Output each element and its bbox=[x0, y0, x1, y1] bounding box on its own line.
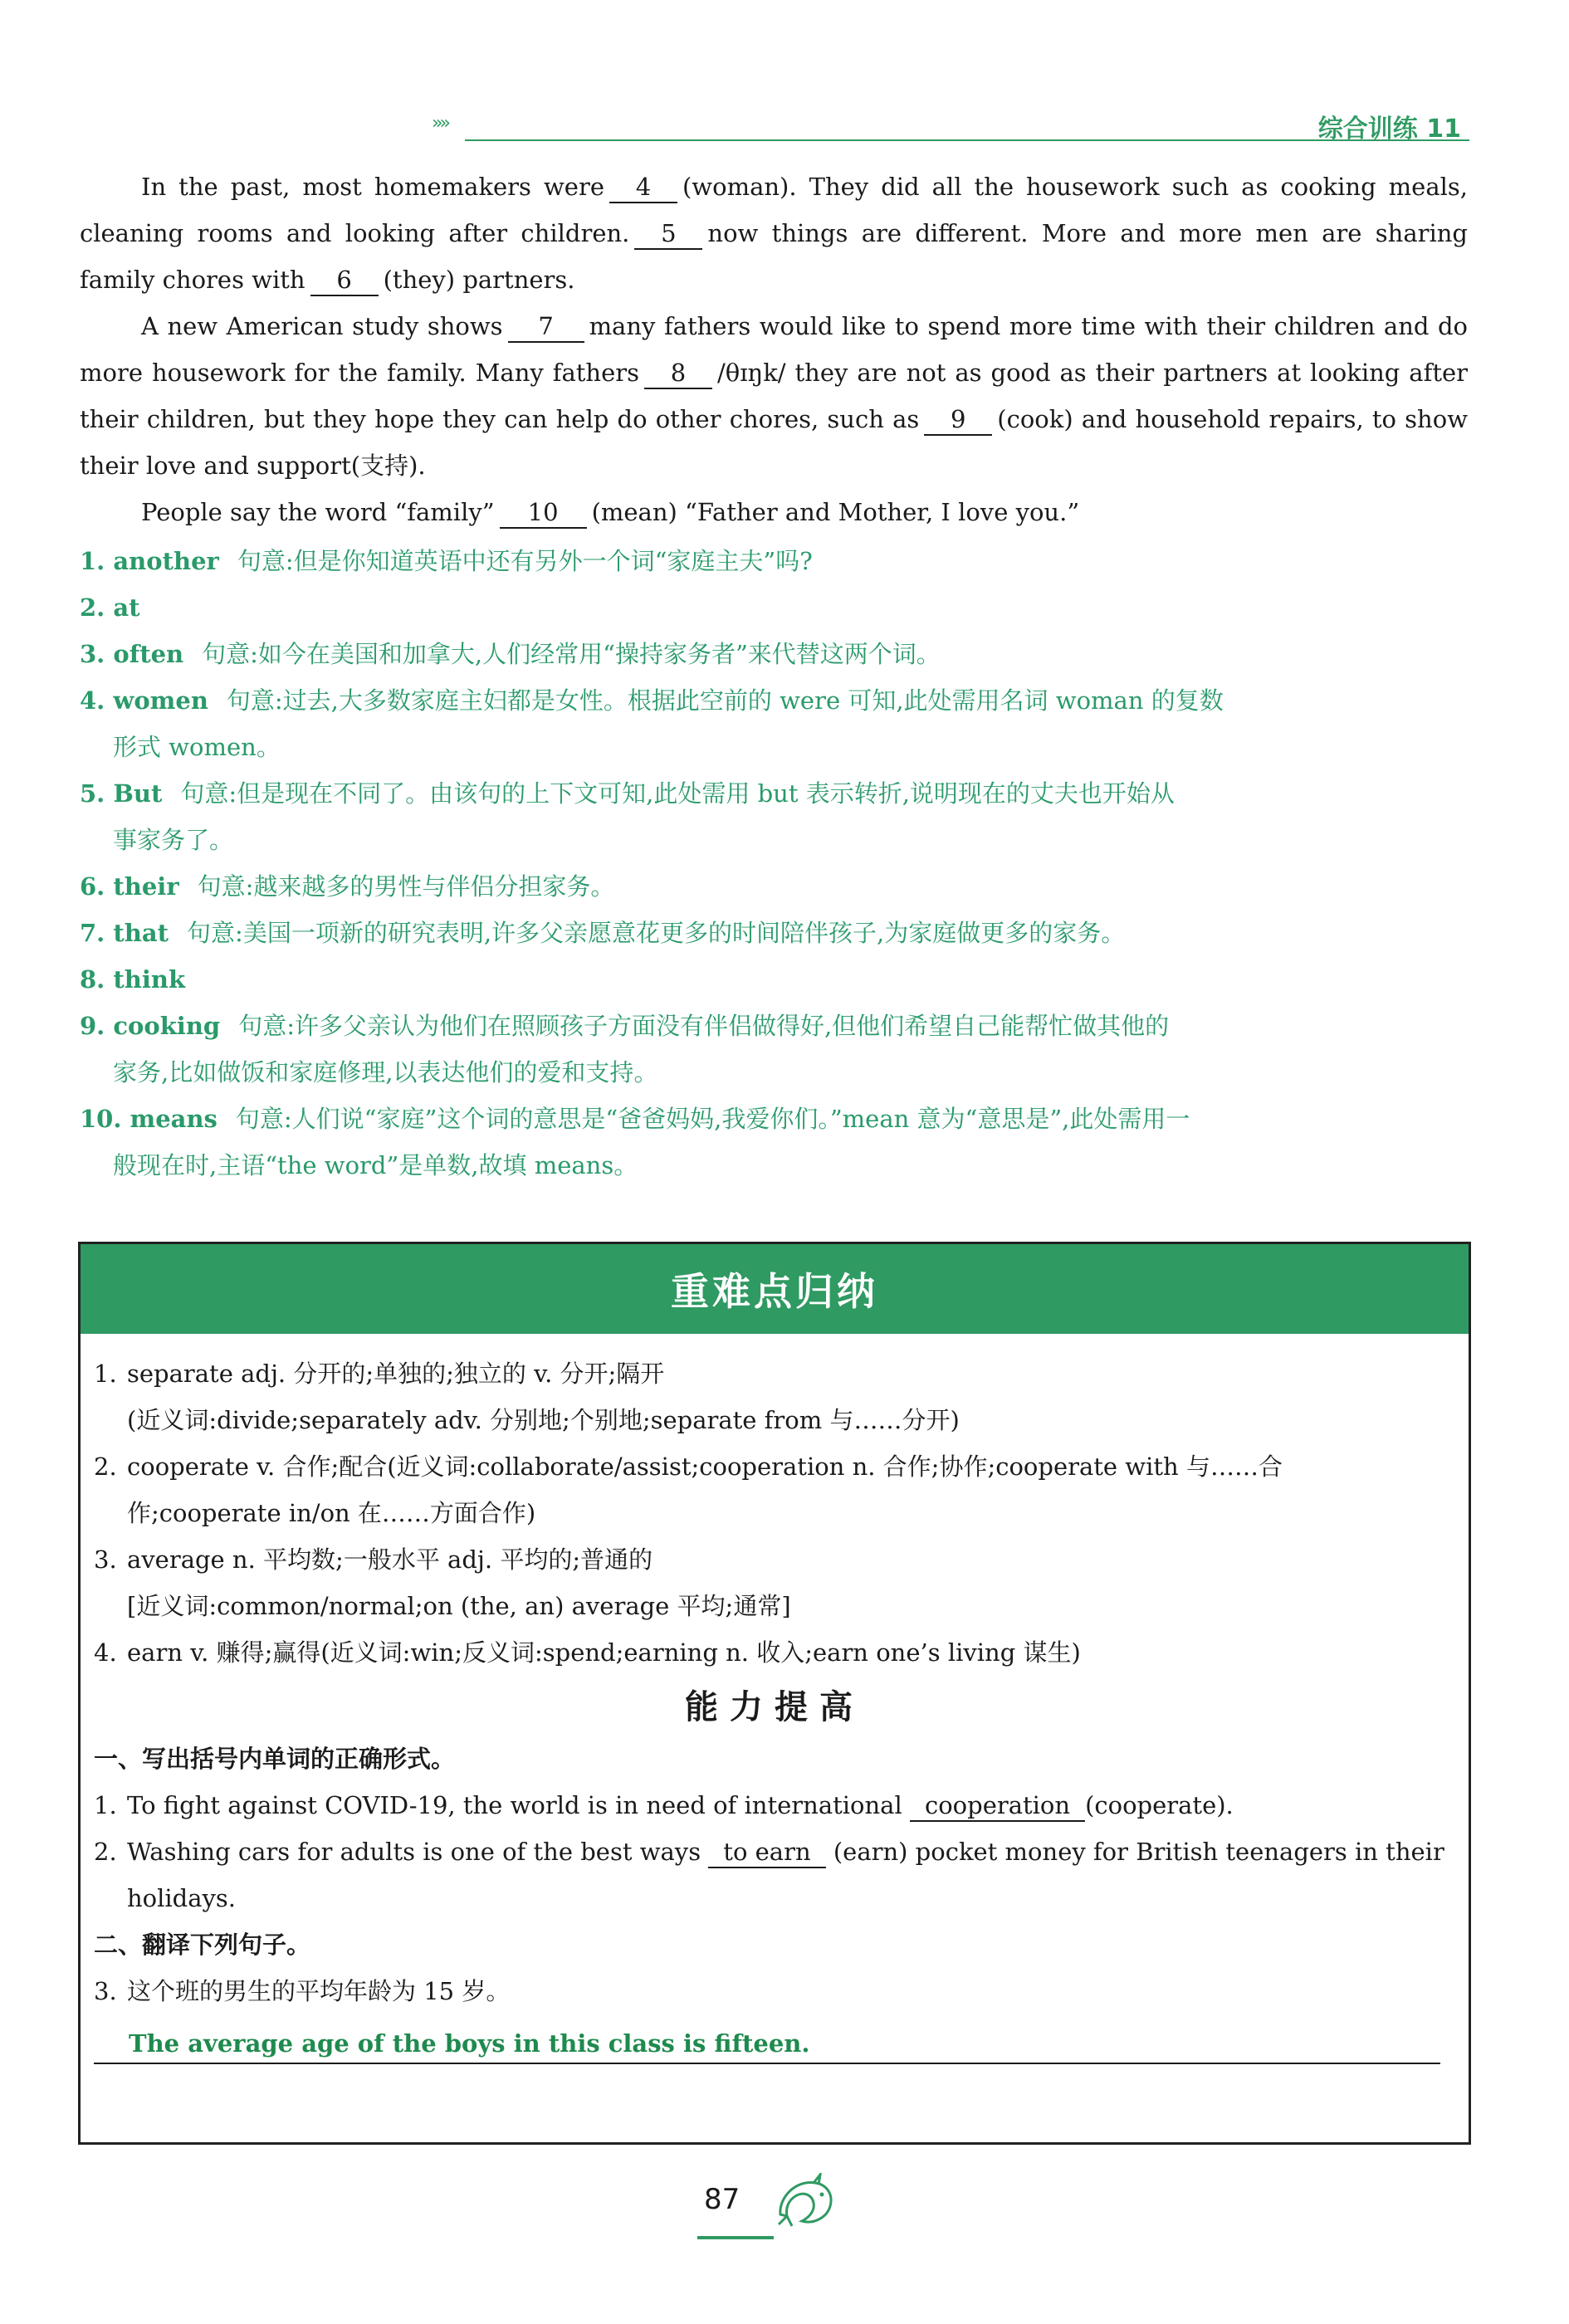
answer-label: 6. their bbox=[80, 872, 179, 901]
passage-paragraph-1 bbox=[80, 164, 1468, 303]
header-arrows: »» bbox=[432, 113, 447, 134]
reading-passage bbox=[80, 164, 1468, 535]
answer-item bbox=[80, 1096, 1468, 1189]
vocab-item-cooperate bbox=[94, 1443, 1455, 1536]
vocab-item-average bbox=[94, 1536, 1455, 1629]
answer-item bbox=[80, 863, 1468, 910]
question-text: Washing cars for adults is one of the best ways bbox=[127, 1838, 701, 1866]
answer-item bbox=[80, 956, 1468, 1003]
answer-item bbox=[80, 1003, 1468, 1096]
question-number: 3. bbox=[94, 1977, 117, 2005]
answer-label: 4. women bbox=[80, 686, 208, 715]
blank-5: 5 bbox=[634, 218, 702, 250]
item-number: 1. bbox=[94, 1360, 117, 1388]
answer-label: 9. cooking bbox=[80, 1012, 221, 1040]
question-continuation: holidays. bbox=[127, 1884, 237, 1912]
item-continuation: [近义词:common/normal;on (the, an) average 平均;通常] bbox=[127, 1592, 791, 1620]
answer-explanation: 句意:越来越多的男性与伴侣分担家务。 bbox=[197, 872, 615, 901]
passage-paragraph-2 bbox=[80, 303, 1468, 489]
vocab-item-earn bbox=[94, 1629, 1455, 1676]
part-2-title: 二、翻译下列句子。 bbox=[94, 1931, 311, 1959]
section-title-improvement: 能力提高 bbox=[685, 1687, 864, 1726]
passage-text: many fathers would like to spend more time with their children and do more housework for the family. Many fathers bbox=[80, 312, 1468, 387]
answer-key bbox=[80, 538, 1468, 1189]
answer-explanation: 句意:但是你知道英语中还有另外一个词“家庭主夫”吗? bbox=[237, 547, 813, 575]
answer-item bbox=[80, 677, 1468, 770]
answer-continuation: 家务,比如做饭和家庭修理,以表达他们的爱和支持。 bbox=[113, 1058, 658, 1086]
blank-7: 7 bbox=[508, 311, 584, 343]
passage-text: (cook) and household repairs, to show their love and support(支持). bbox=[80, 405, 1469, 480]
question-1 bbox=[94, 1782, 1455, 1828]
item-line: average n. 平均数;一般水平 adj. 平均的;普通的 bbox=[127, 1545, 653, 1574]
answer-item bbox=[80, 631, 1468, 677]
question-number: 1. bbox=[94, 1791, 117, 1819]
passage-paragraph-3 bbox=[80, 489, 1468, 535]
item-line: earn v. 赚得;赢得(近义词:win;反义词:spend;earning n. 收入;earn one’s living 谋生) bbox=[127, 1638, 1081, 1667]
part-1-title: 一、写出括号内单词的正确形式。 bbox=[94, 1745, 456, 1773]
answer-continuation: 事家务了。 bbox=[113, 826, 234, 854]
answer-label: 7. that bbox=[80, 919, 169, 947]
key-points-title: 重难点归纳 bbox=[671, 1269, 878, 1314]
passage-text: now things are different. More and more men are sharing family chores with bbox=[80, 219, 1468, 294]
item-number: 2. bbox=[94, 1452, 117, 1481]
header-title: 综合训练 11 bbox=[1317, 115, 1461, 144]
question-number: 2. bbox=[94, 1838, 117, 1866]
blank-4: 4 bbox=[609, 172, 677, 203]
item-line: cooperate v. 合作;配合(近义词:collaborate/assist;cooperation n. 合作;协作;cooperate with 与……合 bbox=[127, 1452, 1283, 1481]
answer-label: 8. think bbox=[80, 965, 186, 994]
answer-label: 5. But bbox=[80, 779, 163, 808]
passage-text: (woman). They did all the housework such as cooking meals, cleaning rooms and looking after children. bbox=[80, 173, 1468, 247]
answer-to-earn: to earn bbox=[708, 1837, 825, 1868]
dolphin-icon bbox=[772, 2173, 838, 2233]
key-points-header bbox=[81, 1244, 1469, 1334]
answer-cooperation: cooperation bbox=[910, 1790, 1085, 1822]
answer-explanation: 句意:过去,大多数家庭主妇都是女性。根据此空前的 were 可知,此处需用名词 woman 的复数 bbox=[226, 686, 1224, 715]
answer-label: 2. at bbox=[80, 593, 140, 622]
answer-item bbox=[80, 910, 1468, 956]
passage-text: /θɪŋk/ they are not as good as their partners at looking after their children, but they hope they can help do other chores, such as bbox=[80, 359, 1469, 433]
answer-label: 10. means bbox=[80, 1105, 218, 1133]
passage-text: People say the word “family” bbox=[141, 498, 495, 526]
answer-item bbox=[80, 538, 1468, 584]
question-2 bbox=[94, 1828, 1455, 1921]
question-3 bbox=[94, 1968, 1455, 2014]
vocab-item-separate bbox=[94, 1350, 1455, 1443]
item-line: separate adj. 分开的;单独的;独立的 v. 分开;隔开 bbox=[127, 1360, 665, 1388]
passage-text: A new American study shows bbox=[141, 312, 503, 340]
blank-10: 10 bbox=[500, 497, 587, 529]
blank-6: 6 bbox=[310, 265, 379, 296]
answer-explanation: 句意:如今在美国和加拿大,人们经常用“操持家务者”来代替这两个词。 bbox=[202, 640, 941, 668]
question-text: 这个班的男生的平均年龄为 15 岁。 bbox=[127, 1977, 511, 2005]
key-points-body bbox=[94, 1350, 1455, 2064]
key-points-box bbox=[78, 1242, 1471, 2145]
page-header bbox=[432, 108, 1469, 144]
answer-item bbox=[80, 770, 1468, 863]
answer-continuation: 般现在时,主语“the word”是单数,故填 means。 bbox=[113, 1151, 638, 1179]
item-number: 4. bbox=[94, 1638, 117, 1667]
question-text: (earn) pocket money for British teenagers in their bbox=[833, 1838, 1444, 1866]
translation-answer: The average age of the boys in this class is fifteen. bbox=[94, 2024, 1440, 2064]
page-number: 87 bbox=[704, 2183, 741, 2216]
page-number-underline bbox=[697, 2236, 774, 2239]
answer-label: 3. often bbox=[80, 640, 184, 668]
item-continuation: (近义词:divide;separately adv. 分别地;个别地;separate from 与……分开) bbox=[127, 1406, 960, 1434]
blank-8: 8 bbox=[644, 358, 712, 389]
passage-text: (mean) “Father and Mother, I love you.” bbox=[591, 498, 1080, 526]
item-number: 3. bbox=[94, 1545, 117, 1574]
answer-continuation: 形式 women。 bbox=[113, 733, 281, 761]
answer-item bbox=[80, 584, 1468, 631]
passage-text: In the past, most homemakers were bbox=[141, 173, 604, 201]
answer-explanation: 句意:许多父亲认为他们在照顾孩子方面没有伴侣做得好,但他们希望自己能帮忙做其他的 bbox=[238, 1012, 1170, 1040]
answer-explanation: 句意:但是现在不同了。由该句的上下文可知,此处需用 but 表示转折,说明现在的丈夫也开始从 bbox=[180, 779, 1175, 808]
blank-9: 9 bbox=[924, 404, 992, 436]
answer-label: 1. another bbox=[80, 547, 219, 575]
answer-explanation: 句意:人们说“家庭”这个词的意思是“爸爸妈妈,我爱你们。”mean 意为“意思是”,此处需用一 bbox=[235, 1105, 1190, 1133]
question-text: To fight against COVID-19, the world is in need of international bbox=[127, 1791, 902, 1819]
question-text: (cooperate). bbox=[1085, 1791, 1234, 1819]
item-continuation: 作;cooperate in/on 在……方面合作) bbox=[127, 1499, 536, 1527]
answer-explanation: 句意:美国一项新的研究表明,许多父亲愿意花更多的时间陪伴孩子,为家庭做更多的家务。 bbox=[187, 919, 1126, 947]
passage-text: (they) partners. bbox=[383, 266, 575, 294]
